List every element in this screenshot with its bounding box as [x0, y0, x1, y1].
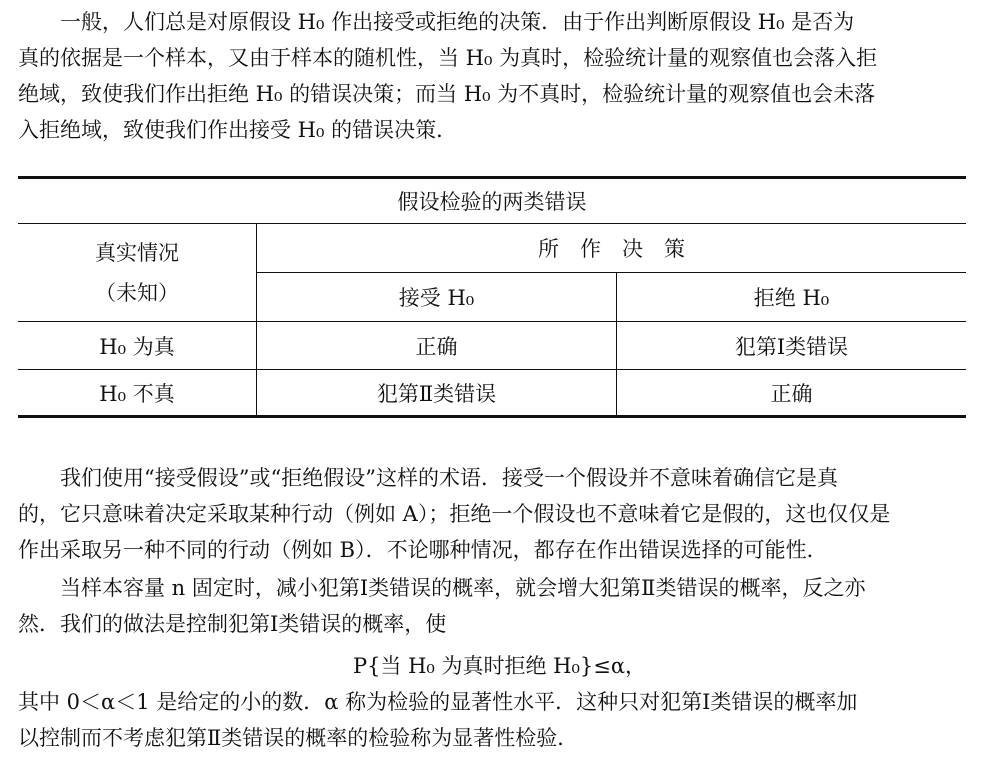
text-line: 真的依据是一个样本，又由于样本的随机性，当 H₀ 为真时，检验统计量的观察值也会落入拒 — [18, 46, 878, 70]
text-line: 当样本容量 n 固定时，减小犯第Ⅰ类错误的概率，就会增大犯第Ⅱ类错误的概率，反之亦 — [18, 576, 866, 600]
intro-paragraph — [18, 4, 980, 148]
table-corner-header — [18, 224, 256, 321]
corner-line2: （未知） — [95, 280, 179, 305]
row-label-h0-false: H₀ 不真 — [99, 381, 175, 406]
text-line: 作出采取另一种不同的行动（例如 B）．不论哪种情况，都存在作出错误选择的可能性． — [18, 538, 828, 562]
column-header-reject: 拒绝 H₀ — [753, 286, 830, 310]
text-line: 入拒绝域，致使我们作出接受 H₀ 的错误决策． — [18, 118, 458, 142]
decision-header: 所 作 决 策 — [538, 237, 685, 261]
column-header-accept: 接受 H₀ — [398, 286, 475, 310]
row-label-h0-true: H₀ 为真 — [99, 334, 175, 359]
text-line: 其中 0＜α＜1 是给定的小的数．α 称为检验的显著性水平．这种只对犯第Ⅰ类错误的概率加 — [18, 690, 858, 714]
table-bottom-rule — [18, 415, 966, 418]
terminology-paragraph — [18, 460, 980, 568]
significance-formula: P{当 H₀ 为真时拒绝 H₀}≤α， — [352, 654, 647, 678]
error-types-table — [18, 176, 966, 418]
text-line: 绝域，致使我们作出拒绝 H₀ 的错误决策；而当 H₀ 为不真时，检验统计量的观察值也会未落 — [18, 82, 876, 106]
cell-true-reject: 犯第Ⅰ类错误 — [734, 334, 849, 359]
text-line: 一般，人们总是对原假设 H₀ 作出接受或拒绝的决策．由于作出判断原假设 H₀ 是否为 — [18, 10, 855, 34]
text-line: 的，它只意味着决定采取某种行动（例如 A）；拒绝一个假设也不意味着它是假的，这也仅仅是 — [18, 502, 891, 526]
cell-false-accept: 犯第Ⅱ类错误 — [376, 381, 497, 406]
text-line: 我们使用“接受假设”或“拒绝假设”这样的术语．接受一个假设并不意味着确信它是真 — [18, 466, 838, 490]
cell-true-accept: 正确 — [415, 334, 458, 359]
text-line: 然．我们的做法是控制犯第Ⅰ类错误的概率，使 — [18, 612, 447, 636]
corner-line1: 真实情况 — [95, 240, 179, 265]
table-title: 假设检验的两类错误 — [397, 190, 587, 214]
text-line: 以控制而不考虑犯第Ⅱ类错误的概率的检验称为显著性检验． — [18, 726, 579, 750]
sample-size-paragraph — [18, 570, 980, 642]
cell-false-reject: 正确 — [770, 381, 813, 406]
significance-paragraph — [18, 684, 980, 756]
